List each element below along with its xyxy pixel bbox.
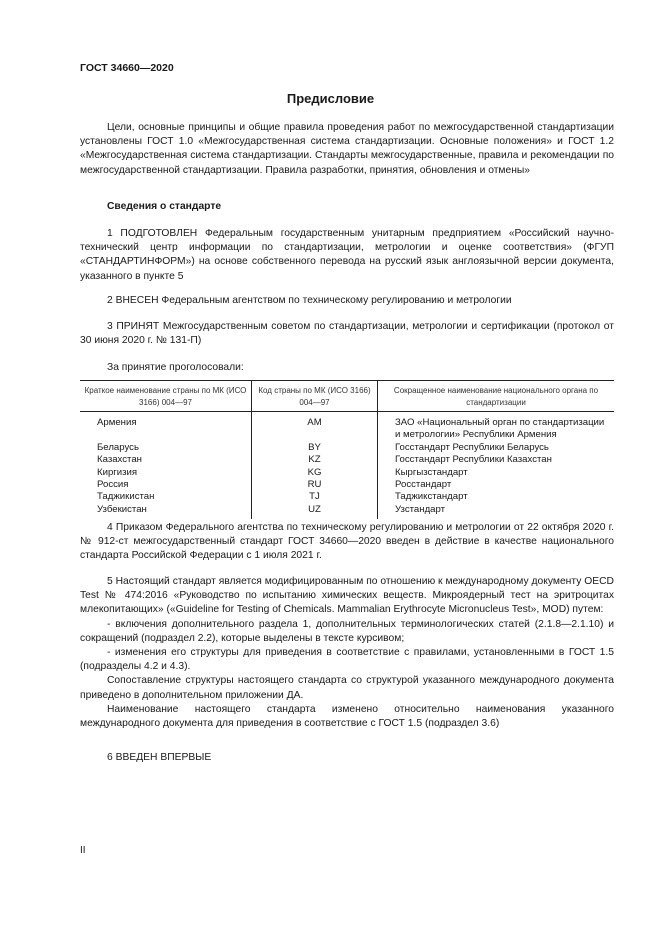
intro-paragraph [80,121,614,178]
item-4-text: 4 Приказом Федерального агентства по техническому регулированию и метрологии от 22 октября 2020 г. № 912-ст межгосударственный стандарт ГОСТ 34660—2020 введен в действие в качестве национального стандарта Российской Федерации с 1 июля 2021 г. [80,522,614,562]
code-cell: KG [252,467,378,479]
table-row [80,412,614,442]
header-body: Сокращенное наименование национального органа по стандартизации [378,381,615,412]
country-cell: Беларусь [80,442,252,454]
page-title: Предисловие [286,91,375,106]
body-cell: ЗАО «Национальный орган по стандартизации и метрологии» Республики Армения [395,417,605,441]
header-country: Краткое наименование страны по МК (ИСО 3166) 004—97 [80,381,252,412]
item-3-text: 3 ПРИНЯТ Межгосударственным советом по стандартизации, метрологии и сертификации (протокол от 30 июня 2020 г. № 131-П) [80,321,614,347]
item-5-comparison: Сопоставление структуры настоящего стандарта со структурой указанного международного документа приведено в дополнительном приложении ДА. [80,675,614,701]
country-cell: Киргизия [80,467,252,479]
item-5-renaming: Наименование настоящего стандарта изменено относительно наименования указанного международного документа для приведения в соответствие с ГОСТ 1.5 (подраздел 3.6) [80,703,614,730]
country-cell: Узбекистан [80,504,252,519]
country-cell: Россия [80,479,252,491]
item-5-lead: 5 Настоящий стандарт является модифицированным по отношению к международному документу OECD Test № 474:2016 «Руководство по испытанию химических веществ. Микроядерный тест на эритроцитах млекопитающих» («Guideline for Testing of Chemicals. Mammalian Erythrocyte Micronucleus Test», MOD) путем: [80,576,614,616]
body-cell: Госстандарт Республики Беларусь [395,441,549,453]
country-cell: Казахстан [80,454,252,466]
item-6: 6 ВВЕДЕН ВПЕРВЫЕ [107,752,212,763]
item-1 [80,227,614,284]
item-2-text: 2 ВНЕСЕН Федеральным агентством по техническому регулированию и метрологии [107,295,512,306]
code-cell: AM [252,412,378,442]
table-row [80,504,614,519]
code-cell: KZ [252,454,378,466]
item-5-bullet: - включения дополнительного раздела 1, дополнительных терминологических статей (2.1.8—2.1.10) и сокращений (подраздел 2.2), которые выделены в тексте курсивом; [80,618,614,644]
body-cell: Узстандарт [395,503,446,515]
country-cell: Армения [80,412,252,442]
table-row [80,467,614,479]
body-cell: Таджикстандарт [395,491,468,503]
code-cell: UZ [252,504,378,519]
body-cell: Кыргызстандарт [395,466,468,478]
item-3 [80,320,614,348]
header-code: Код страны по МК (ИСО 3166) 004—97 [252,381,378,412]
votes-table [80,380,614,519]
item-2 [80,294,614,308]
votes-label: За принятие проголосовали: [107,362,244,373]
intro-text: Цели, основные принципы и общие правила проведения работ по межгосударственной стандартизации установлены ГОСТ 1.0 «Межгосударственная система стандартизации. Основные положения» и ГОСТ 1.2 «Межгосударственная система стандартизации. Стандарты межгосударственные, правила и рекомендации по межгосударственной стандартизации. Правила разработки, принятия, обновления и отмены» [80,122,614,176]
item-1-text: 1 ПОДГОТОВЛЕН Федеральным государственным унитарным предприятием «Российский научно-технический центр информации по стандартизации, метрологии и оценке соответствия» (ФГУП «СТАНДАРТИНФОРМ») на основе собственного перевода на русский язык англоязычной версии документа, указанного в пункте 5 [80,228,614,282]
item-5 [80,575,614,731]
table-row [80,442,614,454]
table-row [80,479,614,491]
item-4 [80,521,614,564]
body-cell: Госстандарт Республики Казахстан [395,454,552,466]
item-5-bullet: - изменения его структуры для приведения в соответствие с правилами, установленными в ГОСТ 1.5 (подразделы 4.2 и 4.3). [80,647,614,673]
table-header-row [80,381,614,412]
code-cell: RU [252,479,378,491]
country-cell: Таджикистан [80,491,252,503]
table-row [80,454,614,466]
standard-id: ГОСТ 34660—2020 [80,62,174,74]
body-cell: Росстандарт [395,479,452,491]
page-number: II [80,845,86,856]
table-row [80,491,614,503]
info-heading: Сведения о стандарте [107,201,222,212]
code-cell: TJ [252,491,378,503]
code-cell: BY [252,442,378,454]
